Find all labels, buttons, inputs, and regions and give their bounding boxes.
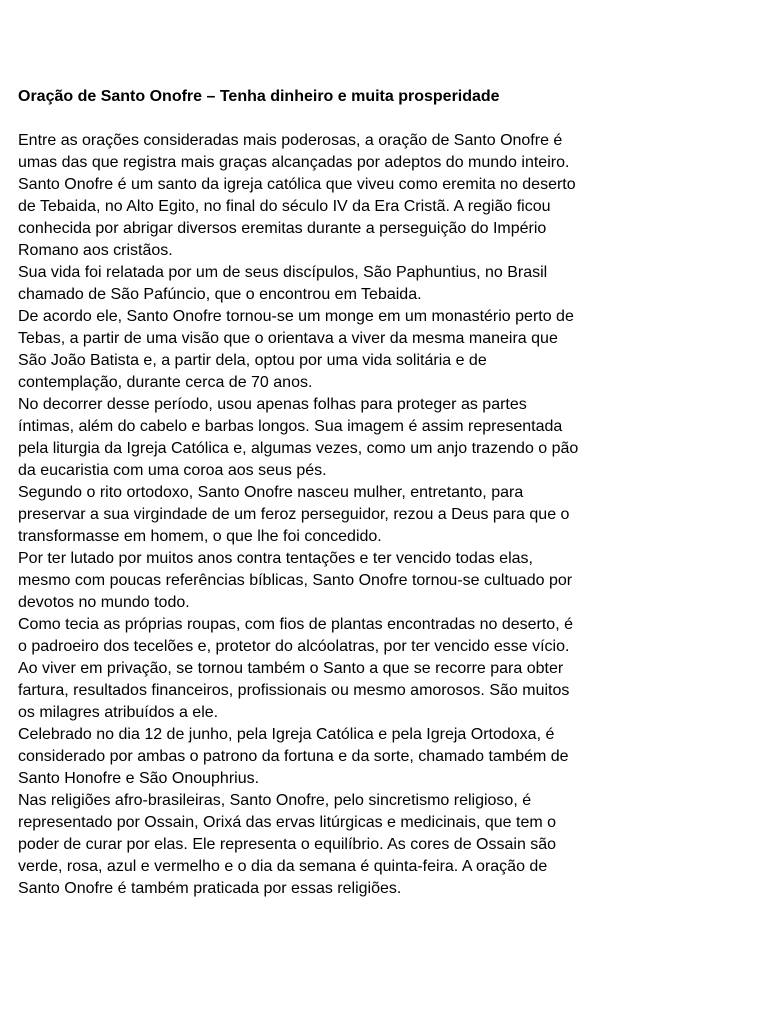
text-line: Santo Onofre é também praticada por essas religiões. — [18, 880, 402, 897]
text-line: representado por Ossain, Orixá das ervas litúrgicas e medicinais, que tem o — [18, 814, 557, 831]
text-line: Como tecia as próprias roupas, com fios de plantas encontradas no deserto, é — [18, 616, 573, 633]
document-title: Oração de Santo Onofre – Tenha dinheiro e muita prosperidade — [18, 88, 500, 105]
text-line: devotos no mundo todo. — [18, 594, 190, 611]
text-line: da eucaristia com uma coroa aos seus pés. — [18, 462, 327, 479]
text-line: o padroeiro dos tecelões e, protetor do alcóolatras, por ter vencido esse vício. — [18, 638, 570, 655]
text-line: Ao viver em privação, se tornou também o Santo a que se recorre para obter — [18, 660, 564, 677]
text-line: Celebrado no dia 12 de junho, pela Igreja Católica e pela Igreja Ortodoxa, é — [18, 726, 555, 743]
document-page — [18, 86, 758, 900]
text-line: Sua vida foi relatada por um de seus discípulos, São Paphuntius, no Brasil — [18, 264, 548, 281]
text-line: De acordo ele, Santo Onofre tornou-se um monge em um monastério perto de — [18, 308, 574, 325]
text-line: preservar a sua virgindade de um feroz perseguidor, rezou a Deus para que o — [18, 506, 570, 523]
text-line: de Tebaida, no Alto Egito, no final do século IV da Era Cristã. A região ficou — [18, 198, 551, 215]
text-line: Por ter lutado por muitos anos contra tentações e ter vencido todas elas, — [18, 550, 533, 567]
text-line: íntimas, além do cabelo e barbas longos. Sua imagem é assim representada — [18, 418, 563, 435]
text-line: chamado de São Pafúncio, que o encontrou em Tebaida. — [18, 286, 422, 303]
text-line: mesmo com poucas referências bíblicas, Santo Onofre tornou-se cultuado por — [18, 572, 573, 589]
text-line: pela liturgia da Igreja Católica e, algumas vezes, como um anjo trazendo o pão — [18, 440, 579, 457]
text-line: Santo Onofre é um santo da igreja católica que viveu como eremita no deserto — [18, 176, 576, 193]
text-line: Santo Honofre e São Onouphrius. — [18, 770, 260, 787]
text-line: fartura, resultados financeiros, profissionais ou mesmo amorosos. São muitos — [18, 682, 570, 699]
text-line: considerado por ambas o patrono da fortuna e da sorte, chamado também de — [18, 748, 569, 765]
text-line: conhecida por abrigar diversos eremitas durante a perseguição do Império — [18, 220, 547, 237]
text-line: Romano aos cristãos. — [18, 242, 173, 259]
text-line: Nas religiões afro-brasileiras, Santo Onofre, pelo sincretismo religioso, é — [18, 792, 532, 809]
text-line: verde, rosa, azul e vermelho e o dia da semana é quinta-feira. A oração de — [18, 858, 548, 875]
text-line: Tebas, a partir de uma visão que o orientava a viver da mesma maneira que — [18, 330, 558, 347]
text-line: No decorrer desse período, usou apenas folhas para proteger as partes — [18, 396, 527, 413]
text-line: Segundo o rito ortodoxo, Santo Onofre nasceu mulher, entretanto, para — [18, 484, 524, 501]
text-line: contemplação, durante cerca de 70 anos. — [18, 374, 313, 391]
text-line: os milagres atribuídos a ele. — [18, 704, 219, 721]
text-line: transformasse em homem, o que lhe foi concedido. — [18, 528, 382, 545]
text-line: Entre as orações consideradas mais poderosas, a oração de Santo Onofre é — [18, 132, 563, 149]
blank-line — [18, 108, 758, 130]
document-body — [18, 130, 758, 900]
text-line: umas das que registra mais graças alcançadas por adeptos do mundo inteiro. — [18, 154, 570, 171]
text-line: São João Batista e, a partir dela, optou por uma vida solitária e de — [18, 352, 487, 369]
text-line: poder de curar por elas. Ele representa o equilíbrio. As cores de Ossain são — [18, 836, 557, 853]
